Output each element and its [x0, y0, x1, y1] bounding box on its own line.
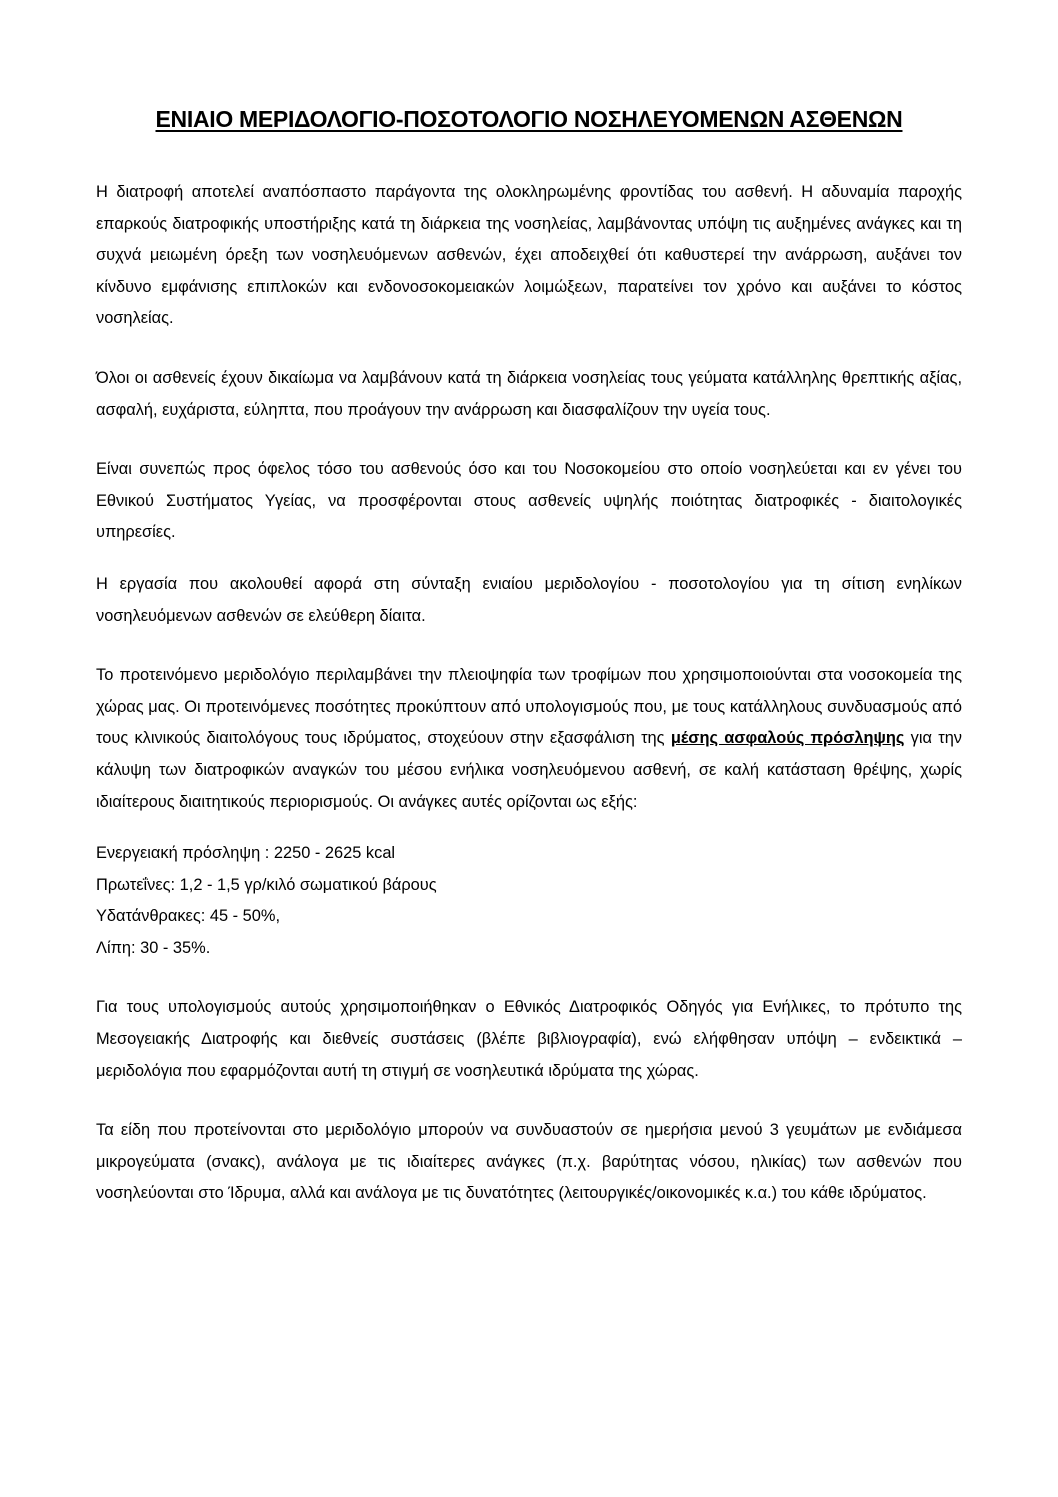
paragraph-proposed-portions: [96, 660, 962, 818]
requirement-protein: Πρωτεΐνες: 1,2 - 1,5 γρ/κιλό σωματικού βάρους: [96, 875, 437, 894]
requirements-list: [96, 838, 962, 964]
document-body: [96, 177, 962, 1210]
paragraph-benefit: Είναι συνεπώς προς όφελος τόσο του ασθενούς όσο και του Νοσοκομείου στο οποίο νοσηλεύεται και εν γένει του Εθνικού Συστήματος Υγείας, να προσφέρονται στους ασθενείς υψηλής ποιότητας διατροφικές - διαιτολογικές υπηρεσίες.: [96, 460, 962, 542]
paragraph-nutrition-importance: Η διατροφή αποτελεί αναπόσπαστο παράγοντα της ολοκληρωμένης φροντίδας του ασθενή. Η αδυναμία παροχής επαρκούς διατροφικής υποστήριξης κατά τη διάρκεια της νοσηλείας, λαμβάνοντας υπόψη τις αυξημένες ανάγκες και τη συχνά μειωμένη όρεξη των νοσηλευόμενων ασθενών, έχει αποδειχθεί ότι καθυστερεί την ανάρρωση, αυξάνει τον κίνδυνο εμφάνισης επιπλοκών και ενδονοσοκομειακών λοιμώξεων, παρατείνει τον χρόνο και αυξάνει το κόστος νοσηλείας.: [96, 183, 962, 328]
paragraph-menu-combinations: Τα είδη που προτείνονται στο μεριδολόγιο μπορούν να συνδυαστούν σε ημερήσια μενού 3 γευμάτων με ενδιάμεσα μικρογεύματα (σνακς), ανάλογα με τις ιδιαίτερες ανάγκες (π.χ. βαρύτητας νόσου, ηλικίας) των ασθενών που νοσηλεύονται στο Ίδρυμα, αλλά και ανάλογα με τις δυνατότητες (λειτουργικές/οικονομικές κ.α.) του κάθε ιδρύματος.: [96, 1121, 962, 1203]
requirement-energy: Ενεργειακή πρόσληψη : 2250 - 2625 kcal: [96, 844, 396, 863]
paragraph-patient-rights: Όλοι οι ασθενείς έχουν δικαίωμα να λαμβάνουν κατά τη διάρκεια νοσηλείας τους γεύματα κατάλληλης θρεπτικής αξίας, ασφαλή, ευχάριστα, εύληπτα, που προάγουν την ανάρρωση και διασφαλίζουν την υγεία τους.: [96, 368, 962, 419]
document-title: ΕΝΙΑΙΟ ΜΕΡΙΔΟΛΟΓΙΟ-ΠΟΣΟΤΟΛΟΓΙΟ ΝΟΣΗΛΕΥΟΜΕΝΩΝ ΑΣΘΕΝΩΝ: [155, 106, 903, 132]
requirement-fat: Λίπη: 30 - 35%.: [96, 938, 211, 957]
emphasis-safe-intake: μέσης ασφαλούς πρόσληψης: [670, 729, 905, 748]
paragraph-text-before: Το προτεινόμενο μεριδολόγιο περιλαμβάνει την πλειοψηφία των τροφίμων που χρησιμοποιούνται στα νοσοκομεία της χώρας μας. Οι προτεινόμενες ποσότητες προκύπτουν από υπολογισμούς που, με τους κατάλληλους συνδυασμούς από τους κλινικούς διαιτολόγους τους ιδρύματος, στοχεύουν στην εξασφάλιση της: [96, 666, 962, 748]
paragraph-purpose: Η εργασία που ακολουθεί αφορά στη σύνταξη ενιαίου μεριδολογίου - ποσοτολογίου για τη σίτιση ενηλίκων νοσηλευόμενων ασθενών σε ελεύθερη δίαιτα.: [96, 574, 962, 625]
paragraph-sources: Για τους υπολογισμούς αυτούς χρησιμοποιήθηκαν ο Εθνικός Διατροφικός Οδηγός για Ενήλικες, το πρότυπο της Μεσογειακής Διατροφής και διεθνείς συστάσεις (βλέπε βιβλιογραφία), ενώ ελήφθησαν υπόψη – ενδεικτικά – μεριδολόγια που εφαρμόζονται αυτή τη στιγμή σε νοσηλευτικά ιδρύματα της χώρας.: [96, 998, 962, 1080]
requirement-carbohydrates: Υδατάνθρακες: 45 - 50%,: [96, 907, 281, 926]
paragraph-text-after: για την κάλυψη των διατροφικών αναγκών του μέσου ενήλικα νοσηλευόμενου ασθενή, σε καλή κατάσταση θρέψης, χωρίς ιδιαίτερους διαιτητικούς περιορισμούς. Οι ανάγκες αυτές ορίζονται ως εξής:: [96, 729, 963, 811]
